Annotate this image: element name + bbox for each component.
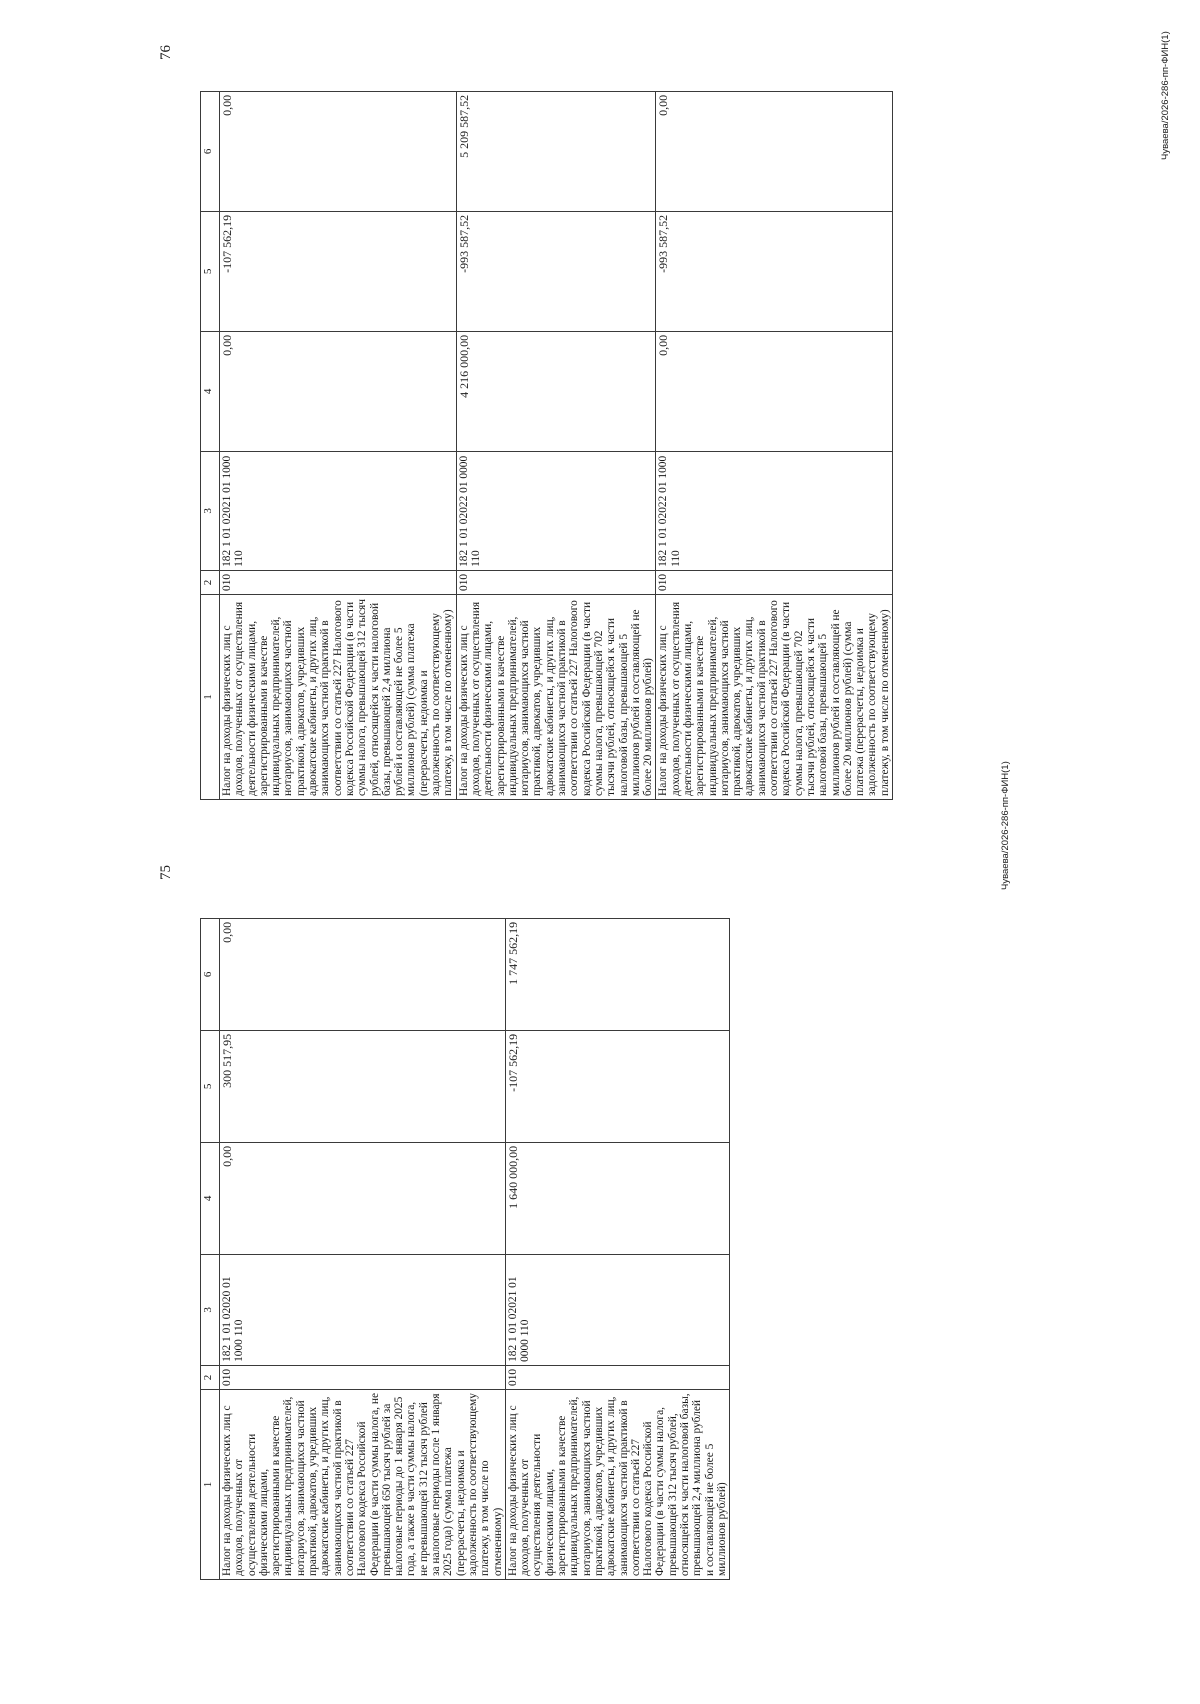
column-number-row [201,918,220,1579]
page-76 [120,45,1080,800]
amount-col4: 0,00 [220,331,457,451]
amount-col5: -993 587,52 [456,211,656,331]
page-number: 75 [158,865,174,880]
admin-code: 010 [220,570,457,594]
budget-table [200,918,730,1580]
table-row [220,918,506,1579]
kbk-text: 182 1 01 02021 01 0000 110 [506,1276,532,1362]
amount-col4: 1 640 000,00 [505,1142,729,1254]
page-75 [120,865,980,1580]
col-header: 2 [201,570,220,594]
col-header: 5 [201,1030,220,1142]
page-number: 76 [158,45,174,60]
table-row [505,918,729,1579]
income-name: Налог на доходы физических лиц с доходов, полученных от осуществления деятельности физическими лицами, зарегистрированными в качестве индивидуальных предпринимателей, нотариусов, занимающихся частной практикой, адвокатов, учредивших адвокатские кабинеты, и других лиц, занимающихся частной практикой в соответствии со статьей 227 Налогового кодекса Российской Федерации (в части суммы налога, превышающей 702 тысячи рублей, относящейся к части налоговой базы, превышающей 5 миллионов рублей и составляющей не более 20 миллионов рублей) (сумма платежа (перерасчеты, недоимка и задолженность по соответствующему платежу, в том числе по отмененному) [656,595,893,800]
col-header: 6 [201,91,220,211]
admin-code: 010 [656,570,893,594]
col-header: 5 [201,211,220,331]
amount-col6: 0,00 [220,918,506,1030]
budget-classification-code [656,451,893,570]
income-name: Налог на доходы физических лиц с доходов, полученных от осуществления деятельности физическими лицами, зарегистрированными в качестве индивидуальных предпринимателей, нотариусов, занимающихся частной практикой, адвокатов, учредивших адвокатские кабинеты, и других лиц, занимающихся частной практикой в соответствии со статьей 227 Налогового кодекса Российской Федерации (в части суммы налога, превышающей 702 тысячи рублей, относящейся к части налоговой базы, превышающей 5 миллионов рублей и составляющей не более 20 миллионов рублей) [456,595,656,800]
column-number-row [201,91,220,799]
income-name: Налог на доходы физических лиц с доходов, полученных от осуществления деятельности физическими лицами, зарегистрированными в качестве индивидуальных предпринимателей, нотариусов, занимающихся частной практикой, адвокатов, учредивших адвокатские кабинеты, и других лиц, занимающихся частной практикой в соответствии со статьей 227 Налогового кодекса Российской Федерации (в части суммы налога, превышающей 312 тысяч рублей, относящейся к части налоговой базы, превышающей 2,4 миллиона рублей и составляющей не более 5 миллионов рублей) [505,1390,729,1580]
amount-col5: -107 562,19 [505,1030,729,1142]
footer-page-76: Чуваева/2026-286-пп-ФИН(1) [1160,31,1171,160]
col-header: 3 [201,1254,220,1365]
amount-col6: 0,00 [656,91,893,211]
col-header: 1 [201,595,220,800]
budget-classification-code [456,451,656,570]
col-header: 6 [201,918,220,1030]
amount-col5: -993 587,52 [656,211,893,331]
col-header: 4 [201,1142,220,1254]
kbk-text: 182 1 01 02022 01 1000 110 [657,455,682,567]
amount-col6: 1 747 562,19 [505,918,729,1030]
amount-col4: 0,00 [220,1142,506,1254]
table-row [220,91,457,799]
income-name: Налог на доходы физических лиц с доходов, полученных от осуществления деятельности физическими лицами, зарегистрированными в качестве индивидуальных предпринимателей, нотариусов, занимающихся частной практикой, адвокатов, учредивших адвокатские кабинеты, и других лиц, занимающихся частной практикой в соответствии со статьей 227 Налогового кодекса Российской Федерации (в части суммы налога, превышающей 312 тысяч рублей, относящейся к части налоговой базы, превышающей 2,4 миллиона рублей и составляющей не более 5 миллионов рублей) (сумма платежа (перерасчеты, недоимка и задолженность по соответствующему платежу, в том числе по отмененному) [220,595,457,800]
budget-table [200,91,893,800]
admin-code: 010 [505,1365,729,1389]
income-name: Налог на доходы физических лиц с доходов, полученных от осуществления деятельности физическими лицами, зарегистрированными в качестве индивидуальных предпринимателей, нотариусов, занимающихся частной практикой, адвокатов, учредивших адвокатские кабинеты, и других лиц, занимающихся частной практикой в соответствии со статьей 227 Налогового кодекса Российской Федерации (в части суммы налога, не превышающей 650 тысяч рублей за налоговые периоды до 1 января 2025 года, а также в части суммы налога, не превышающей 312 тысяч рублей за налоговые периоды после 1 января 2025 года) (сумма платежа (перерасчеты, недоимка и задолженность по соответствующему платежу, в том числе по отмененному) [220,1390,506,1580]
amount-col5: 300 517,95 [220,1030,506,1142]
amount-col6: 0,00 [220,91,457,211]
amount-col5: -107 562,19 [220,211,457,331]
col-header: 3 [201,451,220,570]
amount-col6: 5 209 587,52 [456,91,656,211]
col-header: 2 [201,1365,220,1389]
footer-page-75: Чуваева/2026-286-пп-ФИН(1) [1000,761,1011,890]
budget-classification-code [220,1254,506,1365]
kbk-text: 182 1 01 02021 01 1000 110 [221,455,246,567]
col-header: 1 [201,1390,220,1580]
budget-classification-code [220,451,457,570]
table-row [456,91,656,799]
admin-code: 010 [456,570,656,594]
amount-col4: 4 216 000,00 [456,331,656,451]
kbk-text: 182 1 01 02020 01 1000 110 [221,1276,246,1362]
admin-code: 010 [220,1365,506,1389]
col-header: 4 [201,331,220,451]
budget-classification-code [505,1254,729,1365]
kbk-text: 182 1 01 02022 01 0000 110 [457,455,482,567]
amount-col4: 0,00 [656,331,893,451]
table-row [656,91,893,799]
